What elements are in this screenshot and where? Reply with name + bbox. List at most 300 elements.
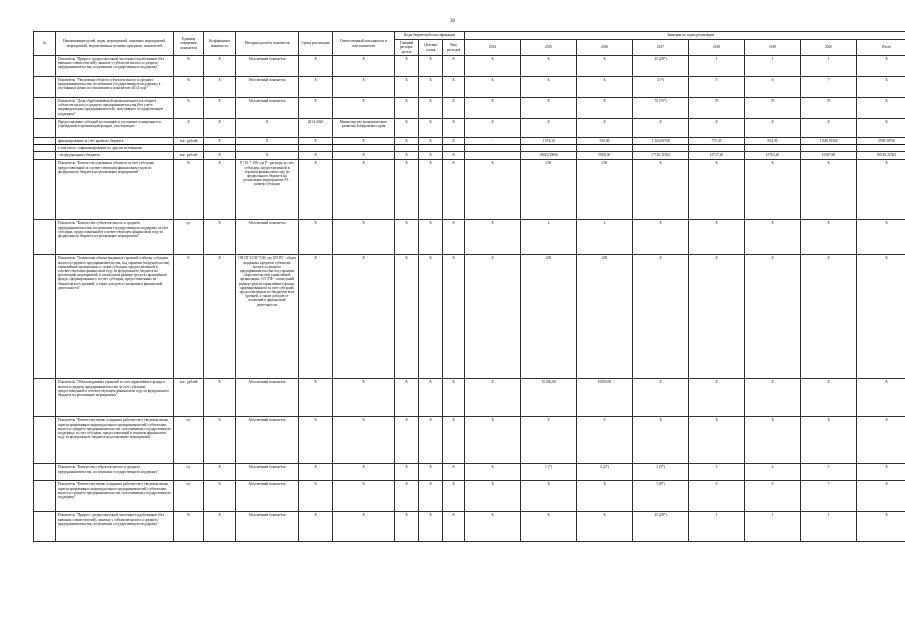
- cell-grbs: X: [395, 417, 419, 464]
- cell-expense-type: X: [443, 220, 465, 255]
- cell-responsible: X: [333, 77, 395, 98]
- cell-method: X: [236, 138, 299, 145]
- cell-section: X: [419, 220, 443, 255]
- cell-name: Показатель "Количество вновь созданных рабочих мест (включая вновь зарегистрированных индивидуальных предпринимателей) субъектами малого и среднего предпринимательства, получившими государственную поддержку за счет субсидии, предоставленной в текущем финансовом году из федерального бюджета на реализацию мероприятия": [56, 417, 174, 464]
- cell-section: X: [419, 512, 443, 542]
- cell-year-value: X: [465, 464, 521, 481]
- cell-year-value: 1: [689, 56, 745, 77]
- cell-name: финансирование за счет краевого бюджета: [56, 138, 174, 145]
- table-row: [34, 220, 905, 255]
- cell-period: X: [299, 77, 333, 98]
- cell-year-value: X: [465, 220, 521, 255]
- cell-year-value: X: [857, 481, 905, 512]
- cell-name: Показатель "Прирост среднесписочной численности работников (без внешних совместителей), занятых у субъектов малого и среднего предпринимательства, получивших государственную поддержку": [56, 56, 174, 77]
- cell-year-value: 834,30: [745, 138, 801, 145]
- cell-period: X: [299, 56, 333, 77]
- cell-name: Показатель "Прирост среднесписочной численности работников (без внешних совместителей), занятых у субъектов малого и среднего предпринимательства, получивших государственную поддержку": [56, 512, 174, 542]
- cell-section: X: [419, 255, 443, 379]
- cell-year-value: X: [857, 417, 905, 464]
- cell-num: [34, 98, 56, 119]
- table-row: [34, 77, 905, 98]
- cell-year-value: 7: [801, 481, 857, 512]
- cell-period: X: [299, 98, 333, 119]
- cell-year-value: 10025,50002: [521, 152, 577, 160]
- cell-year-value: 15387,60: [801, 152, 857, 160]
- cell-year-value: X: [633, 220, 689, 255]
- cell-year-value: 1 048,19360: [801, 138, 857, 145]
- cell-expense-type: X: [443, 152, 465, 160]
- cell-method: Абсолютный показатель: [236, 464, 299, 481]
- cell-coef: [204, 145, 236, 152]
- table-row: [34, 98, 905, 119]
- cell-responsible: X: [333, 255, 395, 379]
- cell-num: [34, 160, 56, 220]
- cell-expense-type: X: [443, 255, 465, 379]
- cell-method: ОП ПГ/СГФ *100, где ОП ПГ - объем выданных кредитов субъектам малого и среднего предпринимательства под гарантии (поручительства) гарантийной организации; СГСГФ - совокупный размер средств гарантийного фонда, сформированного за счет субсидий, предоставленных из бюджетов всех уровней, а также доходов от вложений в финансовой деятельности: [236, 255, 299, 379]
- cell-year-value: [465, 145, 521, 152]
- cell-year-value: [465, 152, 521, 160]
- cell-year-value: X: [689, 379, 745, 417]
- cell-expense-type: X: [443, 512, 465, 542]
- cell-grbs: X: [395, 56, 419, 77]
- cell-name: Показатель "Увеличение оборота субъектов малого и среднего предпринимательства, получивших государственную поддержку, в постоянных ценах по отношению к показателю 2014 года": [56, 77, 174, 98]
- cell-year-value: 70: [745, 98, 801, 119]
- cell-unit: ед.: [174, 417, 204, 464]
- cell-year-value: 25 (28*): [633, 512, 689, 542]
- cell-name: Показатель "Доля обрабатывающей промышленности в обороте субъектов малого и среднего предпринимательства (без учета индивидуальных предпринимателей), получивших государственную поддержку": [56, 98, 174, 119]
- cell-num: [34, 77, 56, 98]
- cell-method: X: [236, 152, 299, 160]
- cell-year-value: X: [521, 512, 577, 542]
- cell-period: X: [299, 481, 333, 512]
- table-row: [34, 417, 905, 464]
- cell-coef: X: [204, 138, 236, 145]
- header-year-2019: 2019: [745, 40, 801, 56]
- cell-year-value: [577, 145, 633, 152]
- cell-responsible: X: [333, 379, 395, 417]
- cell-grbs: X: [395, 220, 419, 255]
- cell-year-value: X: [465, 379, 521, 417]
- cell-year-value: [689, 145, 745, 152]
- cell-responsible: Министерство экономического развития Хабаровского края: [333, 119, 395, 138]
- table-row: [34, 481, 905, 512]
- cell-year-value: X: [577, 56, 633, 77]
- cell-year-value: 80128,31563: [857, 152, 905, 160]
- cell-year-value: X: [521, 77, 577, 98]
- cell-year-value: X: [801, 220, 857, 255]
- cell-section: X: [419, 98, 443, 119]
- cell-year-value: X: [465, 417, 521, 464]
- cell-year-value: 25 (28*): [633, 56, 689, 77]
- cell-year-value: X: [521, 56, 577, 77]
- header-unit: Единица измерения показателя: [174, 32, 204, 56]
- cell-year-value: 4 (*): [633, 77, 689, 98]
- cell-coef: X: [204, 481, 236, 512]
- header-period: Сроки реализации: [299, 32, 333, 56]
- cell-year-value: X: [633, 119, 689, 138]
- table-row: [34, 255, 905, 379]
- table-body: [34, 56, 905, 542]
- cell-year-value: X: [801, 417, 857, 464]
- cell-grbs: X: [395, 512, 419, 542]
- cell-unit: тыс. рублей: [174, 152, 204, 160]
- cell-year-value: X: [689, 220, 745, 255]
- cell-grbs: X: [395, 152, 419, 160]
- table-row: [34, 379, 905, 417]
- cell-responsible: X: [333, 160, 395, 220]
- cell-unit: %: [174, 255, 204, 379]
- cell-year-value: X: [801, 255, 857, 379]
- header-grbs: Главный распоря-дитель: [395, 40, 419, 56]
- cell-year-value: 2: [577, 220, 633, 255]
- cell-period: X: [299, 138, 333, 145]
- cell-num: [34, 119, 56, 138]
- cell-year-value: X: [633, 160, 689, 220]
- cell-year-value: 1: [745, 56, 801, 77]
- cell-unit: %: [174, 56, 204, 77]
- cell-grbs: X: [395, 119, 419, 138]
- table-row: [34, 119, 905, 138]
- cell-year-value: 1: [801, 56, 857, 77]
- header-year-2020: 2020: [801, 40, 857, 56]
- cell-expense-type: X: [443, 481, 465, 512]
- cell-coef: X: [204, 464, 236, 481]
- cell-unit: тыс. рублей: [174, 379, 204, 417]
- cell-coef: X: [204, 220, 236, 255]
- cell-name: Показатель "Количество указанных объектов за счет субсидии, предоставленной за соответствующим финансовым годом из федерального бюджета на реализацию мероприятий": [56, 160, 174, 220]
- cell-num: [34, 145, 56, 152]
- cell-num: [34, 56, 56, 77]
- cell-grbs: X: [395, 255, 419, 379]
- cell-grbs: X: [395, 98, 419, 119]
- cell-name: Показатель "Количество субъектов малого и среднего предпринимательства, получивших государственную поддержку": [56, 464, 174, 481]
- cell-expense-type: X: [443, 138, 465, 145]
- cell-year-value: [801, 145, 857, 152]
- cell-unit: ед.: [174, 481, 204, 512]
- cell-year-value: 4: [745, 464, 801, 481]
- cell-section: X: [419, 152, 443, 160]
- cell-year-value: X: [745, 417, 801, 464]
- cell-year-value: X: [801, 379, 857, 417]
- cell-responsible: X: [333, 98, 395, 119]
- cell-year-value: 5599,30760: [857, 138, 905, 145]
- table-row: [34, 512, 905, 542]
- cell-section: X: [419, 417, 443, 464]
- cell-year-value: X: [521, 98, 577, 119]
- table-row: [34, 56, 905, 77]
- cell-year-value: X: [465, 98, 521, 119]
- cell-num: [34, 138, 56, 145]
- cell-year-value: 5: [689, 77, 745, 98]
- cell-year-value: 4: [521, 220, 577, 255]
- cell-year-value: 5: [801, 464, 857, 481]
- cell-unit: ед.: [174, 464, 204, 481]
- cell-year-value: X: [857, 98, 905, 119]
- cell-responsible: X: [333, 464, 395, 481]
- cell-grbs: X: [395, 77, 419, 98]
- table-row: [34, 145, 905, 152]
- cell-year-value: 15 036,00: [521, 379, 577, 417]
- header-year-2016: 2016: [577, 40, 633, 56]
- cell-year-value: X: [577, 77, 633, 98]
- cell-year-value: 100: [577, 160, 633, 220]
- cell-expense-type: X: [443, 464, 465, 481]
- cell-num: [34, 464, 56, 481]
- cell-year-value: X: [577, 481, 633, 512]
- cell-coef: X: [204, 255, 236, 379]
- cell-year-value: 1 074,30: [521, 138, 577, 145]
- cell-year-value: X: [633, 255, 689, 379]
- header-year-2017: 2017: [633, 40, 689, 56]
- cell-period: X: [299, 464, 333, 481]
- cell-name: в том числе, софинансирование по другим источникам: [56, 145, 174, 152]
- table-row: [34, 138, 905, 145]
- cell-year-value: 1: [689, 512, 745, 542]
- cell-num: [34, 220, 56, 255]
- cell-coef: X: [204, 98, 236, 119]
- cell-year-value: X: [801, 119, 857, 138]
- cell-unit: %: [174, 98, 204, 119]
- cell-name: Показатель "Отношение объема выданных гарантий к объему субсидии малого и среднего предпринимательства, под гарантии (поручительства) гарантийной организации, к сумме субсидии, предоставленной в соответствующем финансовом году из федерального бюджета на реализацию мероприятий, в совокупном размере средств гарантийного фонда, сформированного за счет субсидии, предоставленных из бюджетов всех уровней, а также доходов от вложения в финансовой деятельности": [56, 255, 174, 379]
- cell-year-value: X: [857, 77, 905, 98]
- cell-name: Предоставление субсидий на оказание и улучшение оснащенности учреждений и организаций фондов, участвующих: [56, 119, 174, 138]
- header-name: Наименование целей, задач, мероприятий, основных мероприятий, мероприятий, ведомственных целевых программ, показателей: [56, 32, 174, 56]
- cell-method: X: [236, 119, 299, 138]
- cell-period: X: [299, 379, 333, 417]
- cell-year-value: 1 320,00708: [633, 138, 689, 145]
- cell-period: X: [299, 255, 333, 379]
- cell-grbs: X: [395, 481, 419, 512]
- cell-num: [34, 255, 56, 379]
- cell-period: [299, 145, 333, 152]
- cell-section: X: [419, 119, 443, 138]
- cell-year-value: X: [745, 160, 801, 220]
- cell-coef: X: [204, 56, 236, 77]
- cell-section: [419, 145, 443, 152]
- cell-year-value: 70: [801, 98, 857, 119]
- cell-expense-type: X: [443, 77, 465, 98]
- cell-year-value: X: [633, 379, 689, 417]
- cell-coef: X: [204, 417, 236, 464]
- header-coef: Коэффициент значимости: [204, 32, 236, 56]
- cell-grbs: [395, 145, 419, 152]
- cell-year-value: 13763,20: [745, 152, 801, 160]
- cell-unit: X: [174, 119, 204, 138]
- cell-responsible: X: [333, 152, 395, 160]
- cell-num: [34, 379, 56, 417]
- cell-period: 2014-2020: [299, 119, 333, 138]
- cell-section: X: [419, 138, 443, 145]
- cell-num: [34, 481, 56, 512]
- header-section: Целевая статья: [419, 40, 443, 56]
- cell-year-value: X: [465, 56, 521, 77]
- cell-responsible: X: [333, 417, 395, 464]
- cell-expense-type: X: [443, 417, 465, 464]
- cell-coef: X: [204, 119, 236, 138]
- cell-year-value: 13717,20: [689, 152, 745, 160]
- cell-coef: X: [204, 77, 236, 98]
- cell-name: Показатель "Количество вновь созданных рабочих мест (включая вновь зарегистрированных индивидуальных предпринимателей) субъектами малого и среднего предпринимательства, получившими государственную поддержку": [56, 481, 174, 512]
- cell-year-value: X: [465, 481, 521, 512]
- cell-year-value: X: [577, 98, 633, 119]
- header-year-2018: 2018: [689, 40, 745, 56]
- cell-year-value: X: [745, 119, 801, 138]
- cell-period: X: [299, 160, 333, 220]
- cell-responsible: X: [333, 512, 395, 542]
- cell-year-value: [521, 145, 577, 152]
- cell-period: X: [299, 417, 333, 464]
- cell-expense-type: X: [443, 98, 465, 119]
- cell-expense-type: X: [443, 119, 465, 138]
- cell-unit: %: [174, 512, 204, 542]
- cell-method: Абсолютный показатель: [236, 98, 299, 119]
- cell-year-value: 3: [689, 464, 745, 481]
- cell-unit: ед.: [174, 220, 204, 255]
- header-year-2015: 2015: [521, 40, 577, 56]
- cell-unit: %: [174, 77, 204, 98]
- cell-expense-type: X: [443, 160, 465, 220]
- header-method: Методика расчёта показателя: [236, 32, 299, 56]
- cell-year-value: X: [521, 119, 577, 138]
- cell-responsible: X: [333, 56, 395, 77]
- cell-year-value: X: [857, 512, 905, 542]
- cell-year-value: 6: [577, 417, 633, 464]
- cell-year-value: 2 (2*): [577, 464, 633, 481]
- cell-method: Абсолютный показатель: [236, 56, 299, 77]
- cell-year-value: 17720,31563: [633, 152, 689, 160]
- cell-year-value: X: [689, 417, 745, 464]
- cell-responsible: X: [333, 481, 395, 512]
- cell-year-value: 70: [689, 98, 745, 119]
- cell-year-value: 1: [745, 512, 801, 542]
- table-row: [34, 160, 905, 220]
- cell-grbs: X: [395, 379, 419, 417]
- table-row: [34, 464, 905, 481]
- header-years-values: Значения по годам реализации: [465, 32, 905, 40]
- cell-grbs: X: [395, 464, 419, 481]
- cell-period: X: [299, 512, 333, 542]
- cell-method: Абсолютный показатель: [236, 379, 299, 417]
- cell-year-value: 10000,00: [577, 379, 633, 417]
- cell-year-value: X: [857, 379, 905, 417]
- cell-name: Показатель "Количество субъектов малого и среднего предпринимательства, получивших государственную поддержку за счет субсидии, предоставленной в соответствующем финансовом году из федерального бюджета на реализацию мероприятия": [56, 220, 174, 255]
- cell-name: Показатель "Объем выданных гарантий за счет гарантийного фонда в малом и среднем предпринимательстве за счет субсидии, предоставленной в соответствующем финансовом году из федерального бюджета на реализацию мероприятия": [56, 379, 174, 417]
- cell-year-value: [857, 145, 905, 152]
- cell-expense-type: X: [443, 56, 465, 77]
- cell-year-value: X: [633, 417, 689, 464]
- cell-year-value: X: [465, 255, 521, 379]
- cell-expense-type: [443, 145, 465, 152]
- cell-year-value: X: [689, 255, 745, 379]
- cell-method: [236, 145, 299, 152]
- cell-year-value: 1 (8*): [633, 481, 689, 512]
- cell-year-value: X: [465, 77, 521, 98]
- header-responsible: Ответственный исполнитель и соисполнители: [333, 32, 395, 56]
- cell-period: X: [299, 152, 333, 160]
- cell-year-value: X: [857, 160, 905, 220]
- cell-method: Абсолютный показатель: [236, 417, 299, 464]
- cell-year-value: [745, 145, 801, 152]
- cell-year-value: 8: [521, 417, 577, 464]
- cell-year-value: 1 (*): [521, 464, 577, 481]
- cell-coef: X: [204, 152, 236, 160]
- header-expense-type: Вид расходов: [443, 40, 465, 56]
- cell-year-value: X: [857, 220, 905, 255]
- cell-year-value: 9500,00: [577, 152, 633, 160]
- cell-unit: тыс. рублей: [174, 138, 204, 145]
- cell-year-value: X: [689, 119, 745, 138]
- cell-year-value: -: [465, 138, 521, 145]
- cell-section: X: [419, 56, 443, 77]
- cell-year-value: X: [857, 464, 905, 481]
- cell-period: X: [299, 220, 333, 255]
- cell-num: [34, 417, 56, 464]
- cell-section: X: [419, 464, 443, 481]
- cell-year-value: 6: [745, 77, 801, 98]
- cell-responsible: X: [333, 220, 395, 255]
- cell-year-value: X: [577, 512, 633, 542]
- cell-year-value: X: [465, 512, 521, 542]
- cell-year-value: 1: [801, 512, 857, 542]
- cell-year-value: 6: [689, 481, 745, 512]
- cell-responsible: [333, 145, 395, 152]
- cell-year-value: X: [465, 119, 521, 138]
- cell-method: Абсолютный показатель: [236, 220, 299, 255]
- cell-year-value: 70 (76*): [633, 98, 689, 119]
- cell-unit: %: [174, 160, 204, 220]
- cell-method: Абсолютный показатель: [236, 512, 299, 542]
- cell-grbs: X: [395, 138, 419, 145]
- header-num: №: [34, 32, 56, 56]
- cell-coef: X: [204, 160, 236, 220]
- cell-year-value: 7: [801, 77, 857, 98]
- header-budget-codes: Коды бюджетной классификации: [395, 32, 465, 40]
- cell-num: [34, 512, 56, 542]
- cell-coef: X: [204, 512, 236, 542]
- cell-name: - из федерального бюджета: [56, 152, 174, 160]
- cell-num: [34, 152, 56, 160]
- cell-year-value: X: [521, 481, 577, 512]
- cell-year-value: X: [745, 220, 801, 255]
- program-indicators-table: [33, 31, 905, 542]
- cell-method: Абсолютный показатель: [236, 77, 299, 98]
- cell-year-value: 100: [521, 160, 577, 220]
- table-row: [34, 152, 905, 160]
- cell-expense-type: X: [443, 379, 465, 417]
- cell-year-value: [633, 145, 689, 152]
- cell-coef: X: [204, 379, 236, 417]
- cell-year-value: 775,35: [689, 138, 745, 145]
- cell-section: X: [419, 379, 443, 417]
- header-year-2014: 2014: [465, 40, 521, 56]
- cell-method: P / P1 * 100, где P - расходы за счет субсидии, предоставленной в текущем финансовом году из федерального бюджета на реализацию мероприятия; P1 - размер субсидии: [236, 160, 299, 220]
- cell-section: X: [419, 481, 443, 512]
- page-number: 30: [450, 19, 455, 24]
- cell-method: Абсолютный показатель: [236, 481, 299, 512]
- cell-year-value: 200: [577, 255, 633, 379]
- cell-unit: [174, 145, 204, 152]
- cell-year-value: X: [745, 379, 801, 417]
- cell-year-value: 1 (3*): [633, 464, 689, 481]
- cell-grbs: X: [395, 160, 419, 220]
- cell-year-value: X: [857, 255, 905, 379]
- cell-year-value: 6: [745, 481, 801, 512]
- cell-year-value: 550,00: [577, 138, 633, 145]
- cell-year-value: X: [465, 160, 521, 220]
- header-total: Итого: [857, 40, 905, 56]
- cell-year-value: 200: [521, 255, 577, 379]
- cell-year-value: X: [689, 160, 745, 220]
